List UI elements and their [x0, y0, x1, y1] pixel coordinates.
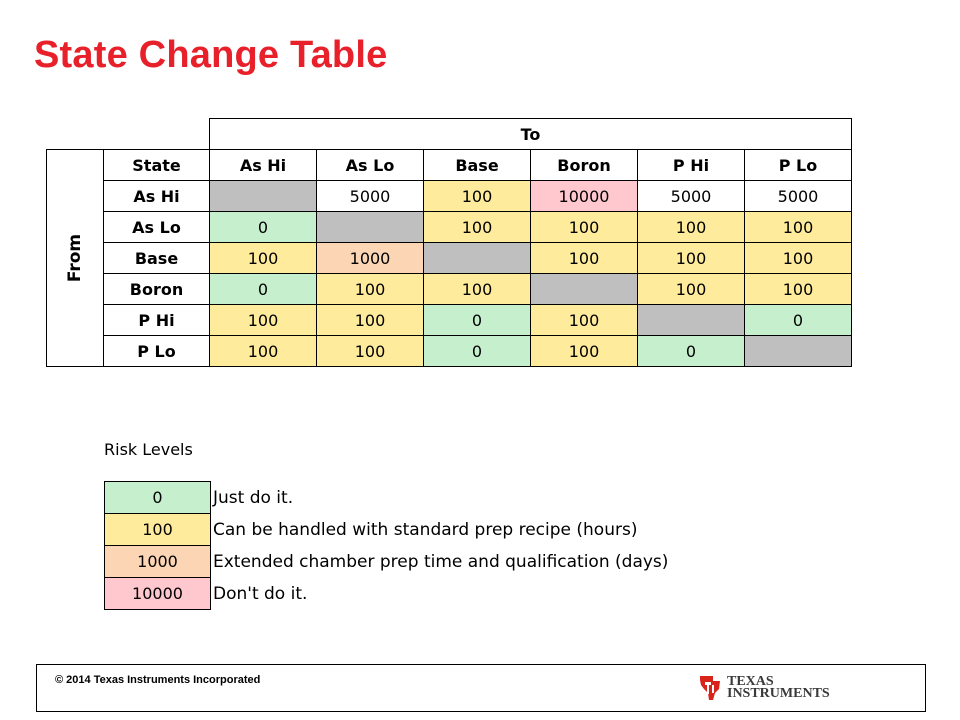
same-state-cell: [317, 212, 424, 243]
row-header: P Hi: [104, 305, 210, 336]
legend-swatch: 1000: [105, 546, 211, 578]
legend-row: [105, 482, 669, 514]
risk-cell: [210, 243, 317, 274]
risk-value: 100: [782, 217, 814, 237]
risk-value: 1000: [349, 248, 391, 268]
risk-cell: [531, 336, 638, 367]
state-column-header: State: [104, 150, 210, 181]
risk-cell: [424, 274, 531, 305]
ti-wordmark-line1: TEXAS: [727, 674, 774, 689]
risk-cell: [210, 305, 317, 336]
risk-cell: [531, 305, 638, 336]
risk-cell: [745, 181, 852, 212]
risk-cell: [531, 243, 638, 274]
risk-levels-title: Risk Levels: [104, 440, 193, 459]
risk-value: 100: [461, 279, 493, 299]
risk-cell: [317, 274, 424, 305]
row-header: As Hi: [104, 181, 210, 212]
legend-swatch: 100: [105, 514, 211, 546]
risk-value: 100: [354, 279, 386, 299]
ti-logo: [697, 673, 830, 703]
risk-value: 5000: [777, 186, 819, 206]
risk-value: 0: [257, 279, 269, 299]
matrix-row: [47, 274, 852, 305]
from-label: From: [65, 233, 85, 283]
risk-cell: [317, 181, 424, 212]
risk-cell: [317, 305, 424, 336]
to-header: To: [210, 119, 852, 150]
blank-corner-cell: [47, 119, 104, 150]
risk-value: 0: [685, 341, 697, 361]
risk-legend: [104, 481, 669, 610]
risk-value: 100: [568, 310, 600, 330]
risk-value: 100: [675, 248, 707, 268]
risk-value: 100: [461, 217, 493, 237]
legend-row: [105, 514, 669, 546]
state-change-matrix: [46, 118, 852, 367]
column-header: P Hi: [638, 150, 745, 181]
row-header: Base: [104, 243, 210, 274]
row-header: P Lo: [104, 336, 210, 367]
risk-value: 0: [471, 310, 483, 330]
risk-cell: [638, 336, 745, 367]
legend-row: [105, 546, 669, 578]
risk-cell: [531, 212, 638, 243]
risk-cell: [317, 336, 424, 367]
legend-swatch: 0: [105, 482, 211, 514]
legend-description: Extended chamber prep time and qualification (days): [213, 551, 669, 572]
blank-corner-cell: [104, 119, 210, 150]
risk-value: 0: [792, 310, 804, 330]
matrix-row: [47, 336, 852, 367]
risk-cell: [745, 274, 852, 305]
column-header: Base: [424, 150, 531, 181]
matrix-row: [47, 212, 852, 243]
risk-value: 100: [247, 310, 279, 330]
same-state-cell: [531, 274, 638, 305]
risk-cell: [317, 243, 424, 274]
from-header: [47, 150, 104, 367]
risk-cell: [210, 212, 317, 243]
column-header: As Hi: [210, 150, 317, 181]
footer: [36, 664, 926, 712]
risk-cell: [745, 212, 852, 243]
risk-cell: [210, 274, 317, 305]
risk-value: 0: [257, 217, 269, 237]
risk-value: 5000: [670, 186, 712, 206]
risk-cell: [424, 336, 531, 367]
risk-cell: [745, 305, 852, 336]
copyright-text: © 2014 Texas Instruments Incorporated: [55, 674, 261, 686]
same-state-cell: [424, 243, 531, 274]
risk-cell: [638, 212, 745, 243]
matrix-row: [47, 243, 852, 274]
column-header: P Lo: [745, 150, 852, 181]
risk-value: 100: [782, 279, 814, 299]
risk-value: 10000: [558, 186, 610, 206]
risk-cell: [424, 212, 531, 243]
risk-cell: [424, 181, 531, 212]
risk-value: 5000: [349, 186, 391, 206]
risk-value: 100: [568, 341, 600, 361]
risk-value: 100: [675, 217, 707, 237]
risk-value: 100: [568, 248, 600, 268]
risk-value: 100: [461, 186, 493, 206]
same-state-cell: [638, 305, 745, 336]
matrix-row: [47, 305, 852, 336]
risk-value: 100: [247, 248, 279, 268]
legend-description: Don't do it.: [213, 583, 308, 604]
risk-value: 100: [354, 310, 386, 330]
risk-cell: [638, 243, 745, 274]
legend-description: Can be handled with standard prep recipe (hours): [213, 519, 638, 540]
row-header: As Lo: [104, 212, 210, 243]
column-header: Boron: [531, 150, 638, 181]
legend-row: [105, 578, 669, 610]
risk-value: 100: [568, 217, 600, 237]
ti-wordmark-line2: INSTRUMENTS: [727, 686, 830, 701]
risk-value: 0: [471, 341, 483, 361]
risk-cell: [531, 181, 638, 212]
page-title: State Change Table: [34, 34, 388, 76]
risk-value: 100: [247, 341, 279, 361]
matrix-row: [47, 181, 852, 212]
same-state-cell: [210, 181, 317, 212]
row-header: Boron: [104, 274, 210, 305]
same-state-cell: [745, 336, 852, 367]
ti-wordmark: [727, 676, 830, 700]
legend-description: Just do it.: [213, 487, 294, 508]
risk-value: 100: [354, 341, 386, 361]
legend-swatch: 10000: [105, 578, 211, 610]
risk-cell: [424, 305, 531, 336]
risk-value: 100: [675, 279, 707, 299]
risk-cell: [210, 336, 317, 367]
column-header: As Lo: [317, 150, 424, 181]
risk-cell: [745, 243, 852, 274]
risk-value: 100: [782, 248, 814, 268]
risk-cell: [638, 274, 745, 305]
risk-cell: [638, 181, 745, 212]
ti-state-logo-icon: [697, 673, 723, 703]
